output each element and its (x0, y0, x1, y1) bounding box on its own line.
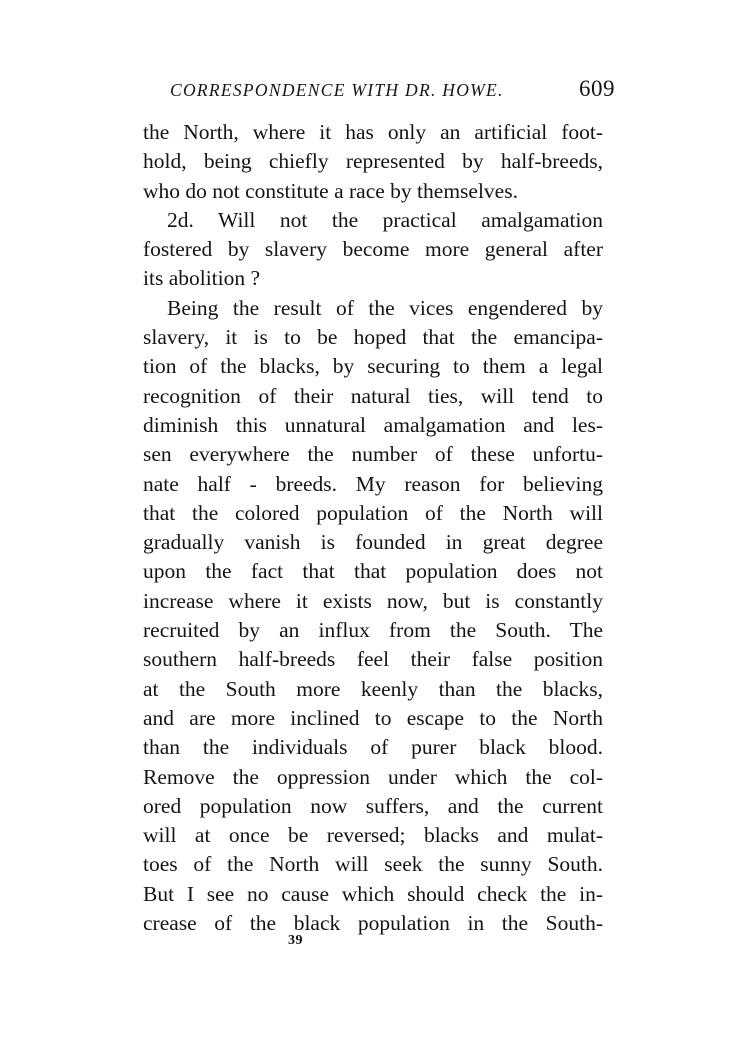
text-line: slavery, it is to be hoped that the emancipa- (143, 325, 603, 350)
text-line: tion of the blacks, by securing to them a legal (143, 354, 603, 379)
text-line: nate half - breeds. My reason for believing (143, 471, 603, 496)
text-line: Remove the oppression under which the col- (143, 764, 603, 789)
text-line: hold, being chiefly represented by half-breeds, (143, 149, 603, 174)
text-line: toes of the North will seek the sunny South. (143, 852, 603, 877)
running-title: CORRESPONDENCE WITH DR. HOWE. (170, 80, 504, 100)
text-line: fostered by slavery become more general after (143, 237, 603, 262)
text-line: southern half-breeds feel their false position (143, 647, 603, 672)
text-line: increase where it exists now, but is constantly (143, 588, 603, 613)
text-line: that the colored population of the North will (143, 500, 603, 525)
signature-mark: 39 (288, 933, 303, 948)
text-line: its abolition ? (143, 266, 261, 291)
text-line: upon the fact that that population does not (143, 559, 603, 584)
text-line: ored population now suffers, and the current (143, 793, 603, 818)
text-line: sen everywhere the number of these unfortu- (143, 442, 603, 467)
text-line: Being the result of the vices engendered by (167, 295, 603, 320)
text-line: diminish this unnatural amalgamation and les- (143, 412, 603, 437)
text-line: and are more inclined to escape to the North (143, 705, 603, 730)
running-head (145, 78, 615, 108)
text-line: gradually vanish is founded in great degree (143, 530, 603, 555)
text-line: 2d. Will not the practical amalgamation (167, 207, 603, 232)
text-line: recruited by an influx from the South. The (143, 618, 603, 643)
text-line: crease of the black population in the South- (143, 911, 603, 936)
text-line: than the individuals of purer black blood. (143, 735, 603, 760)
text-line: who do not constitute a race by themselves. (143, 178, 518, 203)
text-line: the North, where it has only an artificial foot- (143, 120, 603, 144)
text-line: recognition of their natural ties, will tend to (143, 383, 603, 408)
text-line: will at once be reversed; blacks and mulat- (143, 823, 603, 848)
body-text (143, 118, 603, 938)
text-line: at the South more keenly than the blacks, (143, 676, 603, 701)
text-line: But I see no cause which should check the in- (143, 881, 603, 906)
page-number: 609 (579, 76, 615, 101)
